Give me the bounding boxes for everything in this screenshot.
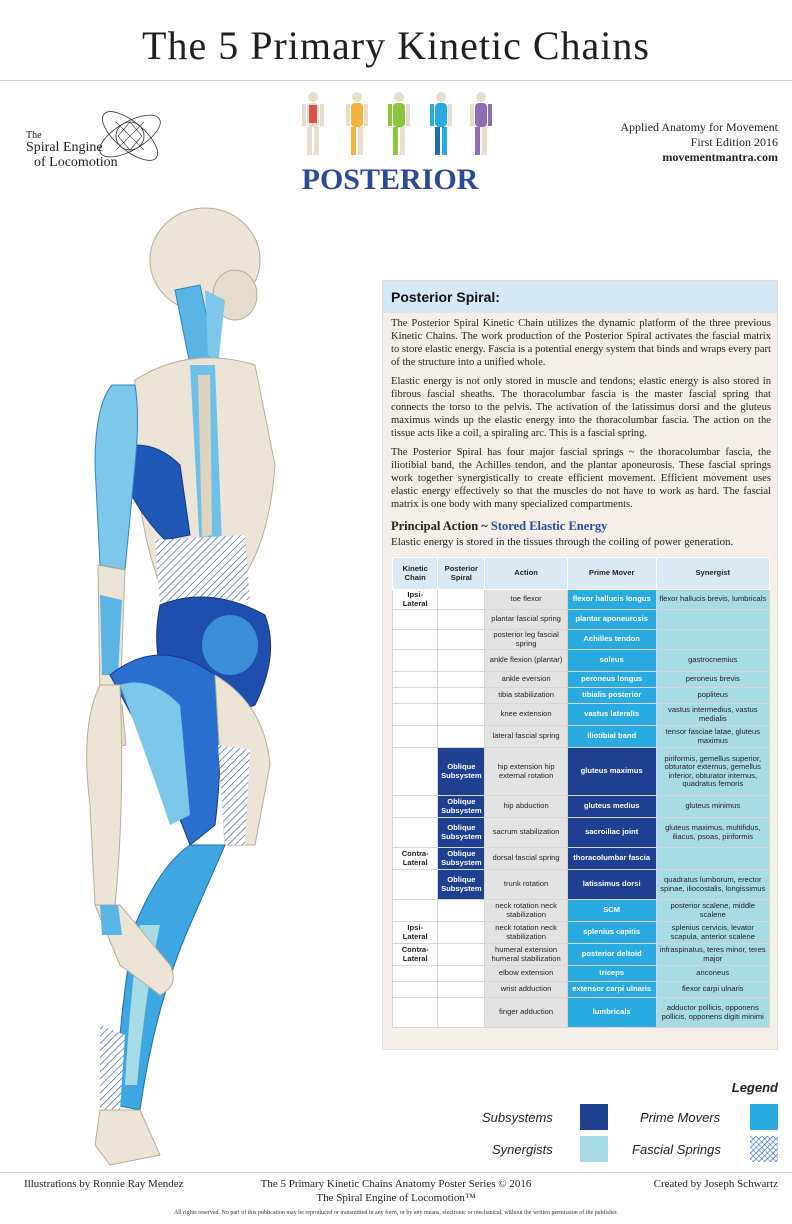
table-row <box>393 672 770 688</box>
legend-prime-movers-swatch <box>750 1104 778 1130</box>
posterior-spiral-cell <box>438 650 485 672</box>
table-row <box>393 900 770 922</box>
table-row <box>393 748 770 796</box>
posterior-spiral-cell: Oblique Subsystem <box>438 870 485 900</box>
kinetic-chain-cell <box>393 610 438 630</box>
footer-divider <box>0 1172 792 1173</box>
kinetic-chain-cell <box>393 630 438 650</box>
table-row <box>393 944 770 966</box>
action-cell: dorsal fascial spring <box>485 848 568 870</box>
synergist-cell <box>656 848 769 870</box>
table-row <box>393 796 770 818</box>
posterior-spiral-cell: Oblique Subsystem <box>438 796 485 818</box>
thumbnail-figure-2 <box>342 90 372 158</box>
description-paragraph-2: Elastic energy is not only stored in muscle and tendons; elastic energy is also stored in fibrous fascial sheaths. The thoracolumbar fascia is the master fascial spring that connects the torso to the pelvis. The activation of the latissimus dorsi and the gluteus maximus winds up the elastic energy into the thoracolumbar fascia. The action on the tissue acts like a coil, a spiraling arc. This is a fascial spring. <box>391 376 771 439</box>
kinetic-chain-cell <box>393 818 438 848</box>
prime-mover-cell: iliotibial band <box>567 726 656 748</box>
posterior-spiral-cell <box>438 688 485 704</box>
legend-subsystems-label: Subsystems <box>482 1110 553 1125</box>
synergist-cell: piriformis, gemellus superior, obturator externus, gemellus inferior, obturator internus, quadratus femoris <box>656 748 769 796</box>
table-row <box>393 922 770 944</box>
anatomy-figure-illustration <box>40 205 380 1175</box>
kinetic-chain-cell: Contra-Lateral <box>393 944 438 966</box>
publication-info <box>620 120 778 165</box>
footer-copyright-notice: All rights reserved. No part of this publication may be reproduced or transmitted in any form, or by any means, electronic or mechanical, without the written permission of the publisher. <box>173 1210 619 1216</box>
legend-synergists-swatch <box>580 1136 608 1162</box>
kinetic-chain-cell <box>393 870 438 900</box>
table-header-row <box>393 558 770 590</box>
action-cell: posterior leg fascial spring <box>485 630 568 650</box>
prime-mover-cell: plantar aponeurosis <box>567 610 656 630</box>
prime-mover-cell: sacroiliac joint <box>567 818 656 848</box>
action-cell: wrist adduction <box>485 982 568 998</box>
prime-mover-cell: gluteus maximus <box>567 748 656 796</box>
action-cell: lateral fascial spring <box>485 726 568 748</box>
description-paragraph-3: The Posterior Spiral has four major fascial springs ~ the thoracolumbar fascia, the iliotibial band, the Achilles tendon, and the plantar aponeurosis. These fascial springs work together synergistically to create efficient movement. Efficient movement uses elastic energy effectively so that the muscles do not have to work as hard. The fascial matrix is one body with many specialized compartments. <box>391 447 771 510</box>
posterior-spiral-cell <box>438 900 485 922</box>
table-row <box>393 704 770 726</box>
kinetic-chain-cell <box>393 982 438 998</box>
brand-line-2: Spiral Engine <box>26 140 103 155</box>
thumbnail-figure-3 <box>384 90 414 158</box>
action-cell: plantar fascial spring <box>485 610 568 630</box>
thumbnail-figure-1 <box>298 90 328 158</box>
table-row <box>393 998 770 1028</box>
posterior-spiral-panel <box>382 280 778 1050</box>
publication-url: movementmantra.com <box>662 150 778 164</box>
prime-mover-cell: splenius capitis <box>567 922 656 944</box>
posterior-spiral-cell <box>438 630 485 650</box>
action-cell: hip abduction <box>485 796 568 818</box>
action-cell: trunk rotation <box>485 870 568 900</box>
synergist-cell: popliteus <box>656 688 769 704</box>
principal-action-description: Elastic energy is stored in the tissues through the coiling of power generation. <box>391 536 734 548</box>
action-cell: ankle flexion (plantar) <box>485 650 568 672</box>
title-divider <box>0 80 792 81</box>
table-row <box>393 726 770 748</box>
prime-mover-cell: flexor hallucis longus <box>567 590 656 610</box>
kinetic-chain-cell <box>393 704 438 726</box>
panel-heading: Posterior Spiral: <box>383 281 777 313</box>
synergist-cell: tensor fasciae latae, gluteus maximus <box>656 726 769 748</box>
action-cell: toe flexor <box>485 590 568 610</box>
synergist-cell: adductor pollicis, opponens pollicis, opponens digiti minimi <box>656 998 769 1028</box>
principal-action-value: Stored Elastic Energy <box>490 519 608 533</box>
poster-title: The 5 Primary Kinetic Chains <box>142 23 650 68</box>
header-action: Action <box>485 558 568 590</box>
panel-description <box>391 317 771 517</box>
kinetic-chain-cell: Ipsi-Lateral <box>393 590 438 610</box>
prime-mover-cell: triceps <box>567 966 656 982</box>
prime-mover-cell: Achilles tendon <box>567 630 656 650</box>
prime-mover-cell: lumbricals <box>567 998 656 1028</box>
action-cell: finger adduction <box>485 998 568 1028</box>
synergist-cell: gluteus minimus <box>656 796 769 818</box>
prime-mover-cell: extensor carpi ulnaris <box>567 982 656 998</box>
legend-prime-movers-label: Prime Movers <box>640 1110 721 1125</box>
table-body <box>393 590 770 1028</box>
posterior-spiral-cell: Oblique Subsystem <box>438 818 485 848</box>
spiral-orbit-icon <box>92 100 170 172</box>
kinetic-chain-table <box>392 557 770 1028</box>
header-posterior-spiral: Posterior Spiral <box>438 558 485 590</box>
brand-line-3: of Locomotion <box>34 155 118 170</box>
view-title: POSTERIOR <box>301 163 479 196</box>
posterior-spiral-cell <box>438 590 485 610</box>
footer-series: The 5 Primary Kinetic Chains Anatomy Poster Series © 2016 <box>260 1178 532 1190</box>
posterior-spiral-cell <box>438 672 485 688</box>
thumbnail-figure-4 <box>426 90 456 158</box>
principal-action <box>391 519 607 534</box>
action-cell: tibia stabilization <box>485 688 568 704</box>
table-row <box>393 688 770 704</box>
prime-mover-cell: tibialis posterior <box>567 688 656 704</box>
action-cell: elbow extension <box>485 966 568 982</box>
posterior-spiral-cell <box>438 704 485 726</box>
prime-mover-cell: soleus <box>567 650 656 672</box>
kinetic-chain-cell <box>393 748 438 796</box>
posterior-spiral-cell <box>438 610 485 630</box>
kinetic-chain-cell <box>393 998 438 1028</box>
posterior-spiral-cell: Oblique Subsystem <box>438 848 485 870</box>
table-row <box>393 650 770 672</box>
action-cell: humeral extension humeral stabilization <box>485 944 568 966</box>
synergist-cell: anconeus <box>656 966 769 982</box>
synergist-cell: peroneus brevis <box>656 672 769 688</box>
prime-mover-cell: SCM <box>567 900 656 922</box>
synergist-cell: posterior scalene, middle scalene <box>656 900 769 922</box>
kinetic-chain-cell: Ipsi-Lateral <box>393 922 438 944</box>
prime-mover-cell: latissimus dorsi <box>567 870 656 900</box>
footer-author: Created by Joseph Schwartz <box>653 1178 778 1190</box>
prime-mover-cell: posterior deltoid <box>567 944 656 966</box>
action-cell: neck rotation neck stabilization <box>485 922 568 944</box>
synergist-cell: flexor hallucis brevis, lumbricals <box>656 590 769 610</box>
header-kinetic-chain: Kinetic Chain <box>393 558 438 590</box>
action-cell: sacrum stabilization <box>485 818 568 848</box>
action-cell: hip extension hip external rotation <box>485 748 568 796</box>
principal-action-label: Principal Action ~ <box>391 519 491 533</box>
kinetic-chain-cell <box>393 726 438 748</box>
posterior-spiral-cell <box>438 982 485 998</box>
posterior-spiral-cell: Oblique Subsystem <box>438 748 485 796</box>
action-cell: neck rotation neck stabilization <box>485 900 568 922</box>
action-cell: knee extension <box>485 704 568 726</box>
synergist-cell: gastrocnemius <box>656 650 769 672</box>
brand-logo <box>22 100 172 172</box>
synergist-cell: vastus intermedius, vastus medialis <box>656 704 769 726</box>
table-row <box>393 590 770 610</box>
synergist-cell: infraspinatus, teres minor, teres major <box>656 944 769 966</box>
posterior-spiral-cell <box>438 966 485 982</box>
kinetic-chain-cell <box>393 966 438 982</box>
synergist-cell: splenius cervicis, levator scapula, anterior scalene <box>656 922 769 944</box>
kinetic-chain-cell <box>393 650 438 672</box>
posterior-spiral-cell <box>438 726 485 748</box>
chain-thumbnails <box>298 90 498 160</box>
footer-illustrator: Illustrations by Ronnie Ray Mendez <box>24 1178 184 1190</box>
prime-mover-cell: peroneus longus <box>567 672 656 688</box>
table-row <box>393 818 770 848</box>
description-paragraph-1: The Posterior Spiral Kinetic Chain utilizes the dynamic platform of the three previous Kinetic Chains. The work production of the Posterior Spiral activates the fascial matrix to store elastic energy. Fascia is a potential energy system that binds and wraps every part of the structure into a unified whole. <box>391 318 771 368</box>
prime-mover-cell: gluteus medius <box>567 796 656 818</box>
table-row <box>393 982 770 998</box>
prime-mover-cell: vastus lateralis <box>567 704 656 726</box>
synergist-cell: quadratus lumborum, erector spinae, iliocostalis, longissimus <box>656 870 769 900</box>
table-row <box>393 630 770 650</box>
brand-line-1: The <box>26 130 42 141</box>
table-row <box>393 610 770 630</box>
posterior-spiral-cell <box>438 998 485 1028</box>
table-row <box>393 966 770 982</box>
legend-fascial-springs-swatch <box>750 1136 778 1162</box>
header-synergist: Synergist <box>656 558 769 590</box>
legend-subsystems-swatch <box>580 1104 608 1130</box>
kinetic-chain-cell: Contra-Lateral <box>393 848 438 870</box>
posterior-spiral-cell <box>438 944 485 966</box>
prime-mover-cell: thoracolumbar fascia <box>567 848 656 870</box>
publication-line-1: Applied Anatomy for Movement <box>620 120 778 134</box>
synergist-cell <box>656 630 769 650</box>
synergist-cell: flexor carpi ulnaris <box>656 982 769 998</box>
legend-title: Legend <box>731 1080 778 1095</box>
legend-fascial-springs-label: Fascial Springs <box>632 1142 721 1157</box>
legend-synergists-label: Synergists <box>492 1142 553 1157</box>
synergist-cell: gluteus maximus, multifidus, iliacus, psoas, piriformis <box>656 818 769 848</box>
kinetic-chain-cell <box>393 672 438 688</box>
kinetic-chain-cell <box>393 688 438 704</box>
posterior-spiral-cell <box>438 922 485 944</box>
table-row <box>393 870 770 900</box>
header-prime-mover: Prime Mover <box>567 558 656 590</box>
table-row <box>393 848 770 870</box>
synergist-cell <box>656 610 769 630</box>
kinetic-chain-cell <box>393 900 438 922</box>
thumbnail-figure-5 <box>466 90 496 158</box>
publication-line-2: First Edition 2016 <box>690 135 778 149</box>
action-cell: ankle eversion <box>485 672 568 688</box>
footer-brand: The Spiral Engine of Locomotion™ <box>316 1192 476 1204</box>
kinetic-chain-cell <box>393 796 438 818</box>
